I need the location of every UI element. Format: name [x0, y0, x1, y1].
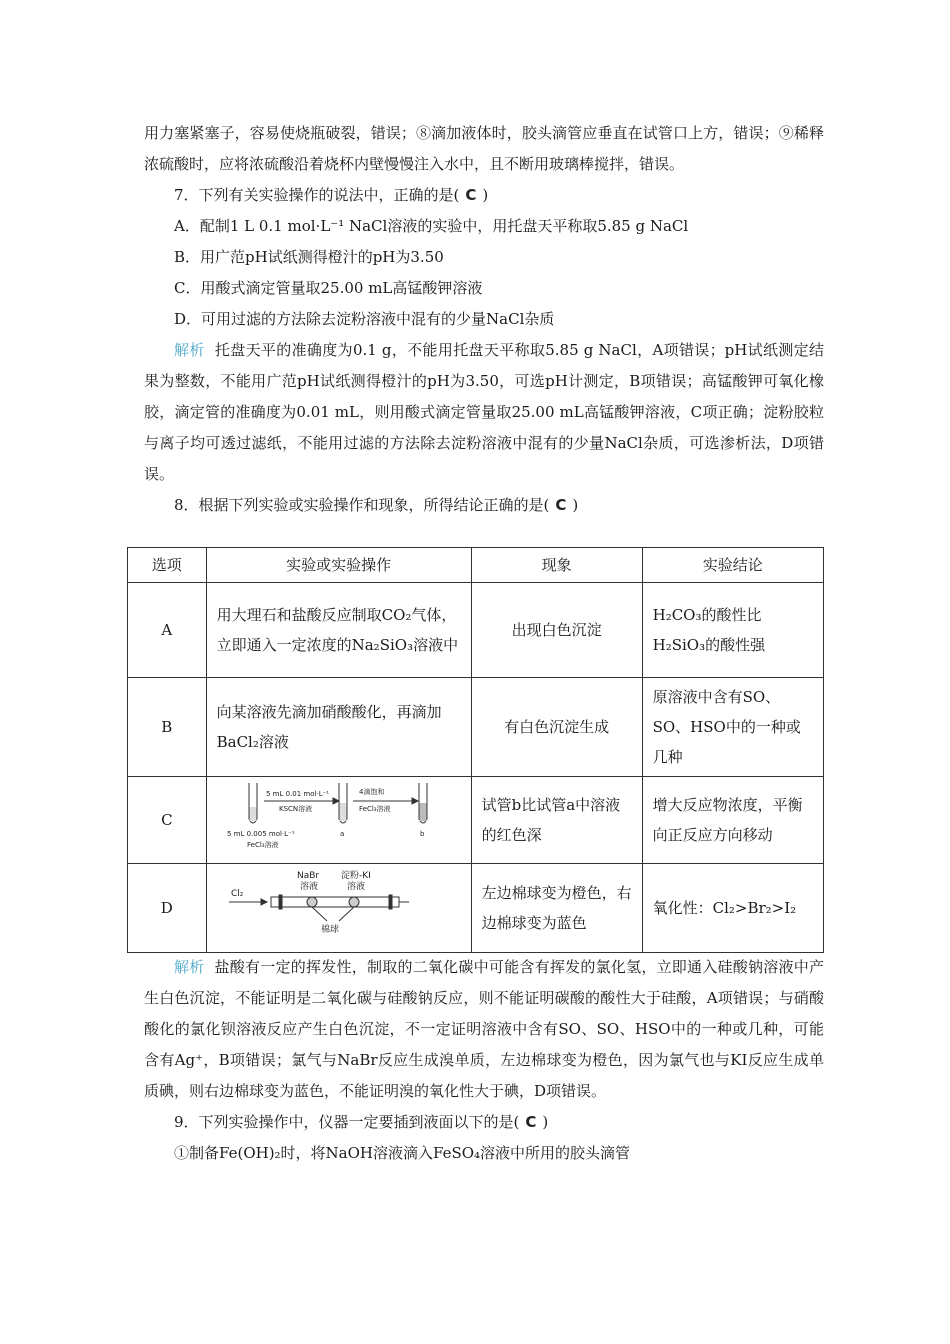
row-a-conclusion: H₂CO₃的酸性比H₂SiO₃的酸性强	[642, 583, 823, 678]
row-c-phenomenon: 试管b比试管a中溶液的红色深	[471, 777, 642, 864]
fig-d-label-nabr: NaBr	[296, 871, 319, 881]
analysis-label: 解析	[174, 341, 205, 359]
fig-d-label-nabr-sol: 溶液	[299, 882, 318, 892]
q9-item-1: ①制备Fe(OH)₂时，将NaOH溶液滴入FeSO₄溶液中所用的胶头滴管	[174, 1144, 631, 1162]
fig-c-label-fecl3-conc: 5 mL 0.005 mol·L⁻¹	[226, 830, 295, 838]
row-d-conclusion: 氧化性：Cl₂>Br₂>I₂	[642, 864, 823, 953]
test-tube-diagram	[209, 779, 469, 851]
q7-option-c: C．用酸式滴定管量取25.00 mL高锰酸钾溶液	[174, 279, 483, 297]
header-conclusion: 实验结论	[642, 548, 823, 583]
row-d-figure-cell	[206, 864, 471, 953]
fig-c-label-fecl3-2: FeCl₃溶液	[246, 841, 279, 849]
table-row	[128, 777, 824, 864]
row-d-option: D	[128, 864, 207, 953]
fig-c-label-drops: 4滴饱和	[358, 788, 385, 796]
q7-analysis: 解析 托盘天平的准确度为0.1 g，不能用托盘天平称取5.85 g NaCl，A项错误；pH试纸测定结果为整数，不能用广范pH试纸测得橙汁的pH为3.50，可选pH计测定，B项错误；高锰酸钾可氧化橡胶，滴定管的准确度为0.01 mL，则用酸式滴定管量取25.00 mL高锰酸钾溶液，C项正确；淀粉胶粒与离子均可透过滤纸，不能用过滤的方法除去淀粉溶液中混有的少量NaCl杂质，可选渗析法，D项错误。	[144, 341, 824, 483]
fig-c-label-fecl3: FeCl₃溶液	[358, 805, 391, 813]
analysis-label: 解析	[174, 958, 205, 976]
row-d-phenomenon: 左边棉球变为橙色，右边棉球变为蓝色	[471, 864, 642, 953]
table-header-row	[128, 548, 824, 583]
row-a-option: A	[128, 583, 207, 678]
q7-answer: C	[465, 186, 477, 204]
row-c-option: C	[128, 777, 207, 864]
document-body-continued	[144, 952, 824, 1169]
row-b-phenomenon: 有白色沉淀生成	[471, 678, 642, 777]
table-row	[128, 678, 824, 777]
fig-d-label-ki: 淀粉-KI	[340, 871, 371, 881]
row-b-option: B	[128, 678, 207, 777]
fig-c-label-b: b	[419, 830, 425, 838]
header-phenomenon: 现象	[471, 548, 642, 583]
fig-c-label-kscn: KSCN溶液	[278, 805, 312, 813]
q9-answer: C	[525, 1113, 537, 1131]
q7-option-b: B．用广范pH试纸测得橙汁的pH为3.50	[174, 248, 444, 266]
fig-d-label-cl2: Cl₂	[230, 889, 244, 899]
table-row	[128, 583, 824, 678]
fig-c-label-kscn-conc: 5 mL 0.01 mol·L⁻¹	[265, 790, 329, 798]
row-b-conclusion: 原溶液中含有SO、SO、HSO中的一种或几种	[642, 678, 823, 777]
q8-stem: 8．根据下列实验或实验操作和现象，所得结论正确的是( C )	[174, 496, 579, 514]
q8-analysis: 解析 盐酸有一定的挥发性，制取的二氧化碳中可能含有挥发的氯化氢，立即通入硅酸钠溶液中产生白色沉淀，不能证明是二氧化碳与硅酸钠反应，则不能证明碳酸的酸性大于硅酸，A项错误；与硝酸酸化的氯化钡溶液反应产生白色沉淀，不一定证明溶液中含有SO、SO、HSO中的一种或几种，可能含有Ag⁺，B项错误；氯气与NaBr反应生成溴单质，左边棉球变为橙色，因为氯气也与KI反应生成单质碘，则右边棉球变为蓝色，不能证明溴的氧化性大于碘，D项错误。	[144, 958, 824, 1100]
row-c-conclusion: 增大反应物浓度，平衡向正反应方向移动	[642, 777, 823, 864]
header-operation: 实验或实验操作	[206, 548, 471, 583]
intro-paragraph: 用力塞紧塞子，容易使烧瓶破裂，错误；⑧滴加液体时，胶头滴管应垂直在试管口上方，错误；⑨稀释浓硫酸时，应将浓硫酸沿着烧杯内壁慢慢注入水中，且不断用玻璃棒搅拌，错误。	[144, 124, 824, 173]
fig-d-label-cotton: 棉球	[320, 925, 339, 935]
q7-option-a: A．配制1 L 0.1 mol·L⁻¹ NaCl溶液的实验中，用托盘天平称取5.85 g NaCl	[174, 217, 689, 235]
table-row	[128, 864, 824, 953]
row-a-phenomenon: 出现白色沉淀	[471, 583, 642, 678]
q9-stem: 9．下列实验操作中，仪器一定要插到液面以下的是( C )	[174, 1113, 549, 1131]
q8-answer: C	[555, 496, 567, 514]
q7-stem: 7．下列有关实验操作的说法中，正确的是( C )	[174, 186, 489, 204]
row-a-operation: 用大理石和盐酸反应制取CO₂气体，立即通入一定浓度的Na₂SiO₃溶液中	[206, 583, 471, 678]
row-c-figure-cell	[206, 777, 471, 864]
row-b-operation: 向某溶液先滴加硝酸酸化，再滴加BaCl₂溶液	[206, 678, 471, 777]
q7-option-d: D．可用过滤的方法除去淀粉溶液中混有的少量NaCl杂质	[174, 310, 555, 328]
fig-d-label-ki-sol: 溶液	[346, 882, 365, 892]
glass-tube-diagram	[209, 866, 469, 940]
fig-c-label-a: a	[339, 830, 344, 838]
header-option: 选项	[128, 548, 207, 583]
q8-table	[127, 547, 824, 953]
document-body	[144, 118, 824, 521]
